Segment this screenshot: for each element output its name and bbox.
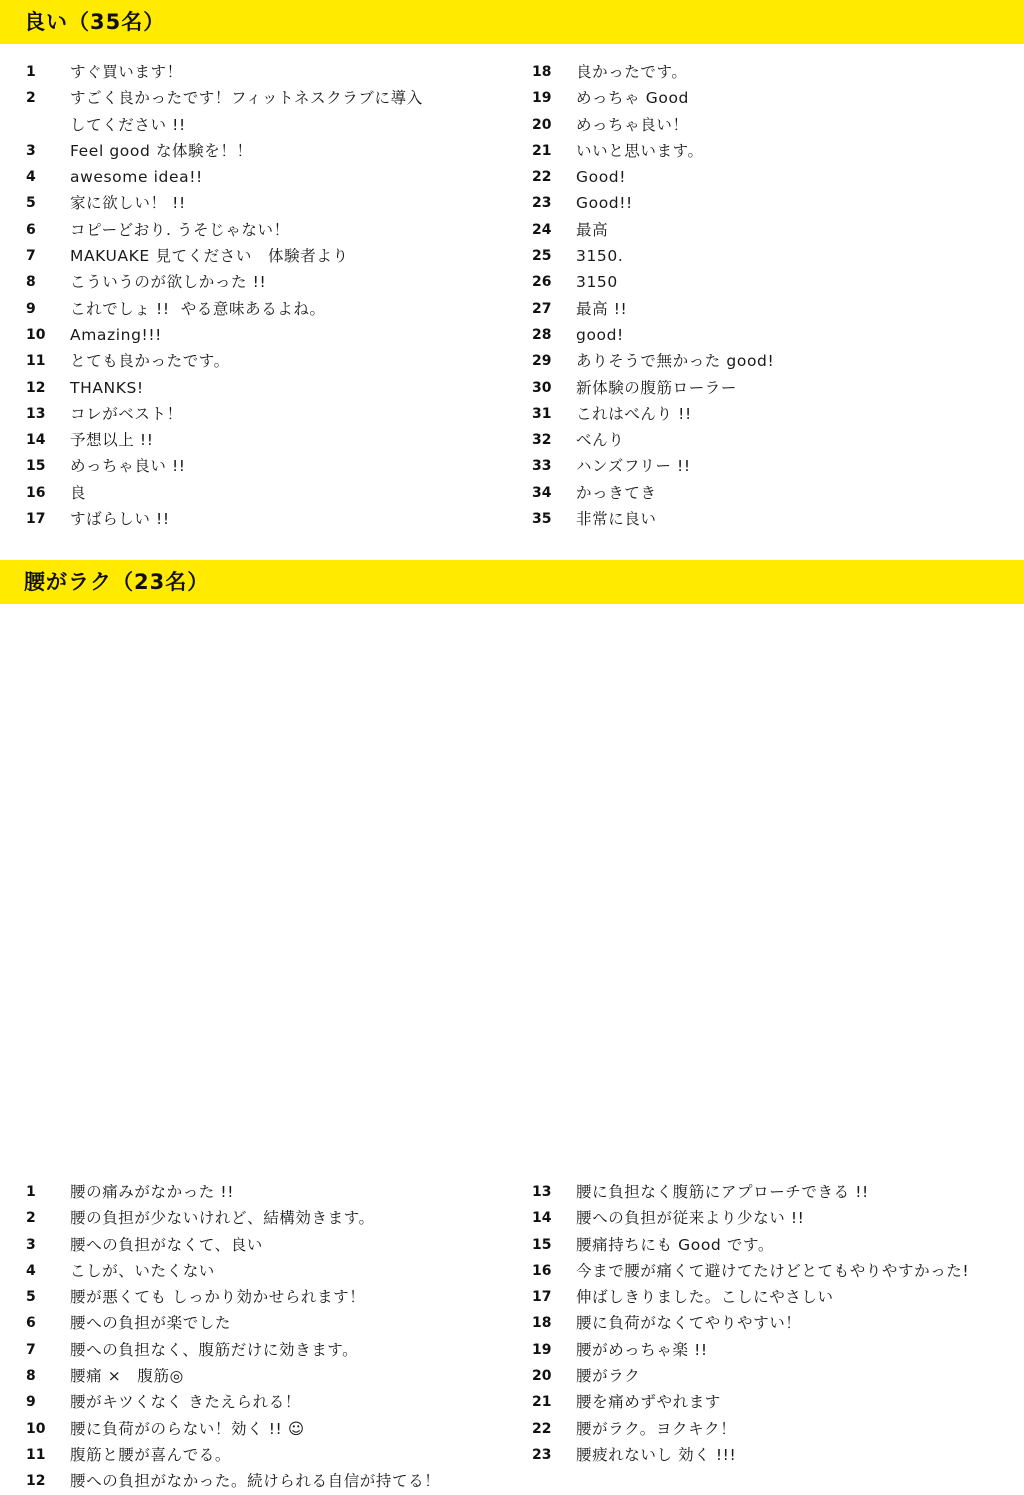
comment-number: 22 [532,169,552,186]
comment-text: THANKS! [70,378,144,397]
comment-number: 18 [532,64,552,80]
comment-item [26,480,506,506]
comment-text: 腰がめっちゃ楽 !! [576,1340,708,1359]
comment-item [26,1337,506,1363]
comment-item [26,1416,506,1442]
comment-item [26,1284,506,1310]
good-comments-left-column [26,59,506,532]
comment-item [532,375,1012,401]
comment-number: 21 [532,142,552,159]
comment-text: 腰への負担なく、腹筋だけに効きます。 [70,1340,359,1359]
comment-item [26,506,506,532]
comment-number: 12 [26,1473,46,1490]
comment-item [26,243,506,269]
comment-number: 9 [26,300,36,317]
comment-number: 29 [532,353,552,370]
comment-item [532,1442,1012,1468]
comment-item [532,480,1012,506]
comment-item [26,164,506,190]
comment-number: 10 [26,1420,46,1437]
comment-text: いいと思います。 [576,141,704,160]
comment-text: めっちゃ良い！ [576,115,689,134]
comment-text: 腰がラク [576,1367,641,1386]
comment-number: 17 [532,1289,552,1306]
comment-number: 4 [26,169,36,186]
comment-item [532,269,1012,295]
comment-number: 1 [26,1184,36,1200]
back-easy-comments-left-column [26,1179,506,1495]
comment-number: 17 [26,511,46,528]
comment-number: 2 [26,90,36,107]
comment-item [26,1442,506,1468]
comment-number: 27 [532,300,552,317]
comment-item [532,1179,1012,1205]
comment-text: 腰に負担なく腹筋にアプローチできる !! [576,1183,869,1201]
comment-item [532,1389,1012,1415]
comment-text: 予想以上 !! [70,431,154,450]
comment-number: 26 [532,274,552,291]
comment-text: awesome idea!! [70,168,203,187]
comment-text: すぐ買います！ [70,63,183,81]
comment-item [532,1337,1012,1363]
back-easy-section-title: 腰がラク（23名） [24,570,210,594]
comment-number: 8 [26,1368,36,1385]
comment-item [532,138,1012,164]
comment-text: 腹筋と腰が喜んでる。 [70,1445,232,1464]
comment-text: これでしょ !! やる意味あるよね。 [70,299,326,318]
comment-text: 良 [70,483,87,502]
comment-number: 14 [532,1210,552,1227]
comment-item [532,1416,1012,1442]
comment-text: 3150 [576,273,618,292]
comment-item [532,1363,1012,1389]
comment-number: 8 [26,274,36,291]
back-easy-section-banner [0,560,1024,604]
back-easy-comments-right-column [532,1179,1012,1468]
comment-number: 16 [532,1262,552,1279]
comment-number: 13 [26,405,46,422]
comment-number: 1 [26,64,36,80]
comment-text: 腰が悪くても しっかり効かせられます！ [70,1288,366,1307]
comment-item [26,1179,506,1205]
comment-item [26,1258,506,1284]
comment-item [26,348,506,374]
comment-text: ハンズフリー !! [576,457,691,476]
comment-item [26,427,506,453]
comment-text: 腰を痛めずやれます [576,1393,721,1412]
comment-number: 9 [26,1394,36,1411]
comment-number: 22 [532,1420,552,1437]
comment-number: 19 [532,90,552,107]
comment-text: 腰の痛みがなかった !! [70,1183,235,1201]
comment-item [26,453,506,479]
comment-item [26,1468,506,1494]
good-comments-right-column [532,59,1012,532]
comment-number: 12 [26,379,46,396]
back-easy-section [0,560,1024,1491]
comment-text: 腰への負担が従来より少ない !! [576,1209,805,1228]
comment-text: かっきてき [576,483,657,502]
comment-number: 4 [26,1262,36,1279]
comment-number: 23 [532,195,552,212]
comment-text: 今まで腰が痛くて避けてたけどとてもやりやすかった! [576,1261,970,1280]
comment-item [532,322,1012,348]
comment-item [532,1205,1012,1231]
comment-item [532,453,1012,479]
comment-text: ありそうで無かった good! [576,352,775,371]
comment-number: 34 [532,484,552,501]
comment-text: 腰の負担が少ないけれど、結構効きます。 [70,1209,375,1228]
comment-item [532,243,1012,269]
comment-number: 25 [532,248,552,265]
comment-text: これはべんり !! [576,404,692,423]
good-section-title: 良い（35名） [24,10,166,34]
comment-text: Good! [576,168,627,187]
comment-text: 最高 !! [576,299,628,318]
comment-number: 23 [532,1446,552,1463]
comment-item [532,112,1012,138]
comment-text: 腰への負担がなくて、良い [70,1235,263,1254]
comment-text: 新体験の腹筋ローラー [576,378,738,397]
comment-item [26,269,506,295]
comment-item [26,296,506,322]
comment-text: 3150. [576,247,624,266]
comment-number: 24 [532,221,552,238]
comment-item [532,348,1012,374]
comment-text: めっちゃ Good [576,89,689,108]
comment-text: すごく良かったです！フィットネスクラブに導入 してください !! [70,89,423,134]
comment-number: 5 [26,1289,36,1306]
comment-text: 腰がラク。ヨクキク！ [576,1419,737,1438]
comment-item [532,1232,1012,1258]
comment-number: 28 [532,326,552,343]
comment-number: 35 [532,511,552,528]
comment-item [532,190,1012,216]
comment-text: MAKUAKE 見てください 体験者より [70,247,349,266]
comment-item [26,322,506,348]
comment-number: 10 [26,326,46,343]
comment-item [532,296,1012,322]
comment-number: 30 [532,379,552,396]
comment-item [26,401,506,427]
comment-text: すばらしい !! [70,510,170,529]
good-section [0,0,1024,529]
comment-item [532,59,1012,85]
comment-text: 腰痛持ちにも Good です。 [576,1235,774,1254]
comment-number: 20 [532,1368,552,1385]
comment-item [532,1310,1012,1336]
comment-item [532,427,1012,453]
comment-text: Amazing!!! [70,325,162,344]
comment-text: 良かったです。 [576,63,688,81]
comment-text: こしが、いたくない [70,1261,215,1280]
comment-item [26,190,506,216]
comment-item [532,401,1012,427]
comment-item [26,217,506,243]
comment-number: 6 [26,221,36,238]
comment-number: 18 [532,1315,552,1332]
comment-item [26,85,506,138]
comment-number: 21 [532,1394,552,1411]
comment-number: 7 [26,1341,36,1358]
comment-text: コレがベスト！ [70,404,183,423]
comment-item [532,217,1012,243]
comment-number: 16 [26,484,46,501]
comment-number: 11 [26,1446,46,1463]
comment-number: 19 [532,1341,552,1358]
comment-number: 5 [26,195,36,212]
comment-item [26,138,506,164]
comment-text: 腰疲れないし 効く !!! [576,1445,737,1464]
comment-number: 3 [26,142,36,159]
comment-text: 腰への負担がなかった。続けられる自信が持てる！ [70,1472,441,1491]
comment-number: 13 [532,1184,552,1200]
comment-text: 腰に負荷がのらない！効く !! ☺ [70,1419,305,1438]
comment-text: とても良かったです。 [70,352,230,371]
comment-item [532,506,1012,532]
comment-number: 15 [26,458,46,475]
comment-number: 3 [26,1236,36,1253]
comment-text: 腰がキツくなく きたえられる！ [70,1393,301,1412]
comment-number: 31 [532,405,552,422]
comment-number: 20 [532,116,552,133]
comment-text: こういうのが欲しかった !! [70,273,267,292]
comment-item [26,1310,506,1336]
comment-item [26,1363,506,1389]
comment-text: コピーどおり. うそじゃない！ [70,220,290,239]
comment-text: めっちゃ良い !! [70,457,186,476]
comment-number: 7 [26,248,36,265]
comment-item [26,1389,506,1415]
comment-text: Feel good な体験を！！ [70,141,253,160]
comment-item [26,375,506,401]
comment-item [26,1205,506,1231]
comment-number: 32 [532,432,552,449]
comment-number: 11 [26,353,46,370]
comment-item [532,85,1012,111]
comment-text: 腰への負担が楽でした [70,1314,232,1333]
comment-text: 家に欲しい！ !! [70,194,186,213]
comment-text: 腰痛 × 腹筋◎ [70,1367,184,1386]
comment-number: 2 [26,1210,36,1227]
comment-text: good! [576,325,624,344]
comment-text: べんり [576,431,625,450]
comment-number: 33 [532,458,552,475]
comment-number: 14 [26,432,46,449]
comment-text: 腰に負荷がなくてやりやすい！ [576,1314,802,1333]
comment-item [532,1258,1012,1284]
comment-text: Good!! [576,194,633,213]
comment-number: 15 [532,1236,552,1253]
good-section-banner [0,0,1024,44]
comment-item [26,59,506,85]
comment-item [532,1284,1012,1310]
comment-item [532,164,1012,190]
comment-text: 伸ばしきりました。こしにやさしい [576,1288,834,1307]
comment-text: 非常に良い [576,510,657,529]
comment-text: 最高 [576,220,609,239]
comment-number: 6 [26,1315,36,1332]
comment-item [26,1232,506,1258]
